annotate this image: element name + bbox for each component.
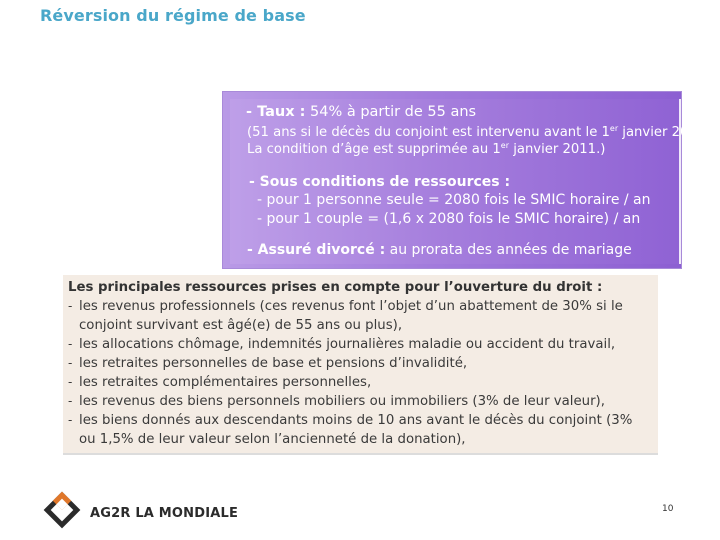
bullet-dash: -: [68, 413, 73, 427]
resource-line: les biens donnés aux descendants moins de 10 ans avant le décès du conjoint (3%: [79, 413, 633, 428]
taux-value: 54% à partir de 55 ans: [305, 104, 477, 120]
condition-line-1-sup: er: [609, 124, 619, 133]
bullet-dash: -: [68, 337, 73, 351]
resource-line: les revenus professionnels (ces revenus font l’objet d’un abattement de 30% si le: [79, 299, 623, 314]
divorce-line: [247, 242, 632, 259]
condition-line-2: [247, 141, 605, 158]
ressources-item-1: - pour 1 personne seule = 2080 fois le SMIC horaire / an: [257, 192, 651, 208]
divorce-label: - Assuré divorcé :: [247, 242, 386, 258]
ressources-item-2: - pour 1 couple = (1,6 x 2080 fois le SMIC horaire) / an: [257, 211, 641, 227]
condition-line-2-sup: er: [500, 141, 510, 150]
ag2r-logo-icon: [42, 490, 82, 530]
divorce-value: au prorata des années de mariage: [385, 242, 632, 258]
page-number: 10: [662, 504, 674, 514]
ressources-label-text: - Sous conditions de ressources :: [249, 174, 511, 190]
condition-line-1: [247, 124, 709, 141]
bullet-dash: -: [68, 299, 73, 313]
resources-heading: Les principales ressources prises en compte pour l’ouverture du droit :: [68, 280, 603, 295]
ressources-label: [249, 174, 510, 191]
resource-line: les revenus des biens personnels mobiliers ou immobiliers (3% de leur valeur),: [79, 394, 605, 409]
resource-line: conjoint survivant est âgé(e) de 55 ans ou plus),: [79, 318, 403, 333]
bullet-dash: -: [68, 394, 73, 408]
resource-line: les allocations chômage, indemnités journalières maladie ou accident du travail,: [79, 337, 616, 352]
condition-line-1-text: (51 ans si le décès du conjoint est intervenu avant le 1: [247, 125, 610, 140]
condition-line-1-end: janvier 2009.: [618, 125, 710, 140]
resource-line: les retraites personnelles de base et pensions d’invalidité,: [79, 356, 468, 371]
company-logo-text: AG2R LA MONDIALE: [90, 506, 239, 521]
condition-line-2-text: La condition d’âge est supprimée au 1: [247, 142, 501, 157]
taux-label: - Taux :: [246, 104, 306, 120]
taux-line: [246, 104, 476, 121]
bullet-dash: -: [68, 375, 73, 389]
resource-line: les retraites complémentaires personnelles,: [79, 375, 372, 390]
resource-line: ou 1,5% de leur valeur selon l’ancienneté de la donation),: [79, 432, 466, 447]
bullet-dash: -: [68, 356, 73, 370]
slide-title: Réversion du régime de base: [40, 6, 306, 25]
condition-line-2-end: janvier 2011.): [509, 142, 606, 157]
